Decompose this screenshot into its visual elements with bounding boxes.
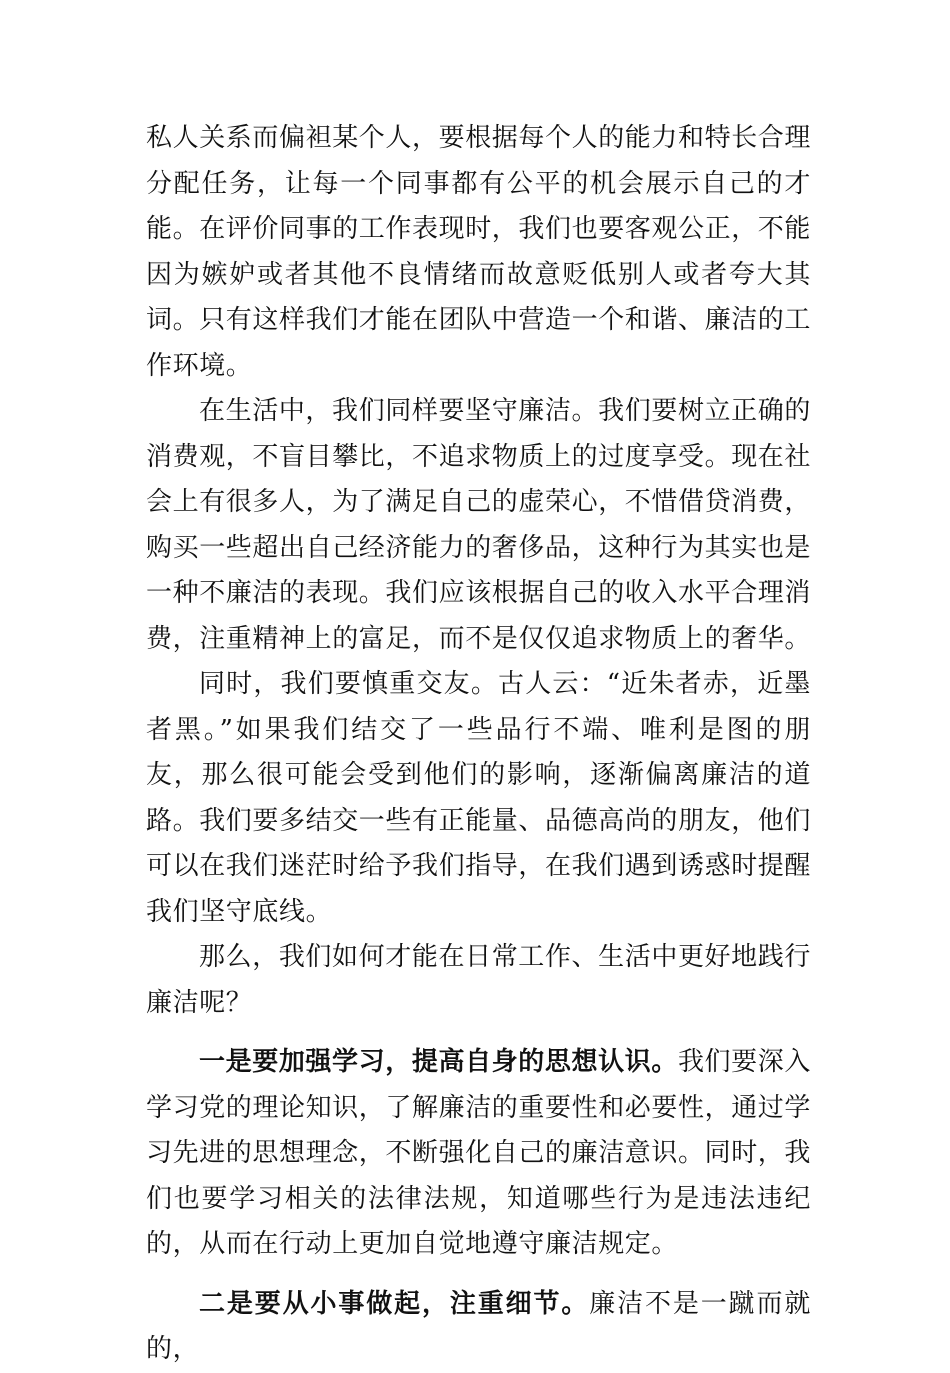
- paragraph-question: 那么，我们如何才能在日常工作、生活中更好地践行廉洁呢？: [146, 942, 811, 1018]
- paragraph-workplace-fairness: 私人关系而偏袒某个人，要根据每个人的能力和特长合理分配任务，让每一个同事都有公平的机会展示自己的才能。在评价同事的工作表现时，我们也要客观公正，不能因为嫉妒或者其他不良情绪而故意贬低别人或者夸大其词。只有这样我们才能在团队中营造一个和谐、廉洁的工作环境。: [146, 123, 812, 381]
- point-two-heading: 二是要从小事做起，注重细节。: [199, 1288, 590, 1319]
- paragraph-point-one: [146, 1040, 811, 1268]
- point-two-body: 廉洁不是一蹴而就的，: [146, 1288, 811, 1364]
- document-body: [146, 116, 811, 1373]
- point-one-body: 我们要深入学习党的理论知识，了解廉洁的重要性和必要性，通过学习先进的思想理念，不断强化自己的廉洁意识。同时，我们也要学习相关的法律法规，知道哪些行为是违法违纪的，从而在行动上更加自觉地遵守廉洁规定。: [146, 1047, 812, 1259]
- paragraph-friendship: 同时，我们要慎重交友。古人云：“近朱者赤，近墨者黑。”如果我们结交了一些品行不端、唯利是图的朋友，那么很可能会受到他们的影响，逐渐偏离廉洁的道路。我们要多结交一些有正能量、品德高尚的朋友，他们可以在我们迷茫时给予我们指导，在我们遇到诱惑时提醒我们坚守底线。: [146, 669, 812, 927]
- point-one-heading: 一是要加强学习，提高自身的思想认识。: [199, 1047, 678, 1077]
- paragraph-point-two: [146, 1282, 811, 1373]
- paragraph-life-integrity: 在生活中，我们同样要坚守廉洁。我们要树立正确的消费观，不盲目攀比，不追求物质上的过度享受。现在社会上有很多人，为了满足自己的虚荣心，不惜借贷消费，购买一些超出自己经济能力的奢侈品，这种行为其实也是一种不廉洁的表现。我们应该根据自己的收入水平合理消费，注重精神上的富足，而不是仅仅追求物质上的奢华。: [146, 396, 812, 654]
